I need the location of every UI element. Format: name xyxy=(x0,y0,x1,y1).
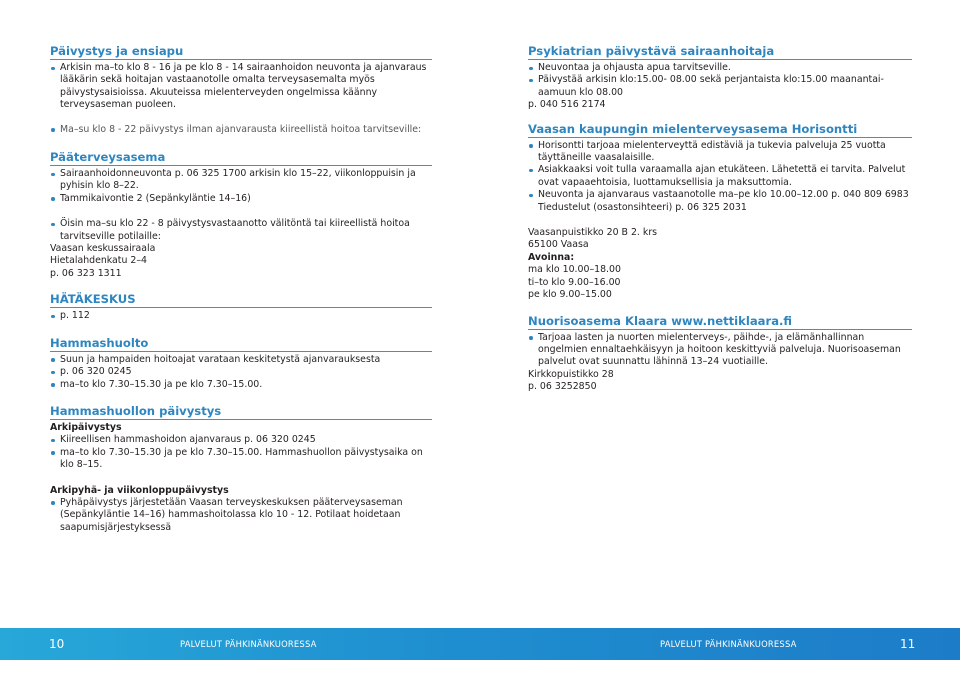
list-item: Sairaanhoidonneuvonta p. 06 325 1700 arkisin klo 15–22, viikonloppuisin ja pyhisin klo 8–22. xyxy=(50,168,432,193)
list-paaterveysasema-2 xyxy=(50,218,432,243)
list-paivystys-2 xyxy=(50,124,432,136)
list-item: Tammikaivontie 2 (Sepänkyläntie 14–16) xyxy=(50,193,432,205)
list-paivystys xyxy=(50,62,432,112)
avoinna-label: Avoinna: xyxy=(528,251,575,263)
right-column xyxy=(528,44,912,394)
list-item: Öisin ma–su klo 22 - 8 päivystysvastaanotto välitöntä tai kiireellistä hoitoa tarvitseville potilaille: xyxy=(50,218,432,243)
list-item: ma–to klo 7.30–15.30 ja pe klo 7.30–15.00. Hammashuollon päivystysaika on klo 8–15. xyxy=(50,447,432,472)
section-hammashuollon-paivystys xyxy=(50,404,432,534)
list-item: Päivystää arkisin klo:15.00- 08.00 sekä perjantaista klo:15.00 maanantai- aamuun klo 08.00 xyxy=(528,74,912,99)
footer-bar xyxy=(0,628,960,660)
section-horisontti xyxy=(528,122,912,302)
list-item: Tarjoaa lasten ja nuorten mielenterveys-, päihde-, ja elämänhallinnan ongelmien ennaltaehkäisyyn ja hoitoon keskittyviä palveluja. Nuorisoaseman palvelut ovat suunnattu lähinnä 13–24 vuotiaille. xyxy=(528,332,912,369)
list-item: Neuvontaa ja ohjausta apua tarvitseville. xyxy=(528,62,912,74)
heading-klaara: Nuorisoasema Klaara www.nettiklaara.fi xyxy=(528,314,912,330)
hours-line: pe klo 9.00–15.00 xyxy=(528,289,612,301)
list-item: Arkisin ma–to klo 8 - 16 ja pe klo 8 - 14 sairaanhoidon neuvonta ja ajanvaraus lääkärin sekä hoitajan vastaanotolle omalta terveysasemalta myös päivystysaisioissa. Akuuteissa mielenterveyden ongelmissa käänny terveysaseman puoleen. xyxy=(50,62,432,112)
section-paaterveysasema xyxy=(50,150,432,280)
heading-paivystys: Päivystys ja ensiapu xyxy=(50,44,432,60)
subheading-arkipaivystys: Arkipäivystys xyxy=(50,421,122,433)
section-hatakeskus xyxy=(50,292,432,322)
address-line: Kirkkopuistikko 28 xyxy=(528,368,614,380)
address-line: Hietalahdenkatu 2–4 xyxy=(50,255,148,267)
phone-line: p. 06 3252850 xyxy=(528,381,597,393)
list-item: Pyhäpäivystys järjestetään Vaasan terveyskeskuksen pääterveysaseman (Sepänkyläntie 14–16) hammashoitolassa klo 10 - 12. Potilaat hoidetaan saapumisjärjestyksessä xyxy=(50,497,432,534)
list-item: Neuvonta ja ajanvaraus vastaanotolle ma–pe klo 10.00–12.00 p. 040 809 6983 Tiedustelut (osastonsihteeri) p. 06 325 2031 xyxy=(528,189,912,214)
heading-hammashuolto: Hammashuolto xyxy=(50,336,432,352)
page-number-left: 10 xyxy=(49,637,65,651)
section-klaara xyxy=(528,314,912,394)
hours-line: ti–to klo 9.00–16.00 xyxy=(528,276,621,288)
hours-line: ma klo 10.00–18.00 xyxy=(528,264,621,276)
phone-line: p. 040 516 2174 xyxy=(528,99,606,111)
footer-title-left: PALVELUT PÄHKINÄNKUORESSA xyxy=(180,639,317,649)
list-horisontti xyxy=(528,140,912,214)
list-item: Suun ja hampaiden hoitoajat varataan keskitetystä ajanvarauksesta xyxy=(50,354,432,366)
section-paivystys xyxy=(50,44,432,136)
list-item: ma–to klo 7.30–15.30 ja pe klo 7.30–15.00. xyxy=(50,379,432,391)
address-line: 65100 Vaasa xyxy=(528,239,589,251)
heading-hammashuollon-paivystys: Hammashuollon päivystys xyxy=(50,404,432,420)
list-psykiatrian xyxy=(528,62,912,99)
list-hatakeskus xyxy=(50,310,432,322)
section-hammashuolto xyxy=(50,336,432,391)
list-item: Kiireellisen hammashoidon ajanvaraus p. 06 320 0245 xyxy=(50,434,432,446)
heading-psykiatrian: Psykiatrian päivystävä sairaanhoitaja xyxy=(528,44,912,60)
left-column xyxy=(50,44,432,534)
footer-title-right: PALVELUT PÄHKINÄNKUORESSA xyxy=(660,639,797,649)
list-viikonloppupaivystys xyxy=(50,497,432,534)
list-item: Asiakkaaksi voit tulla varaamalla ajan etukäteen. Lähetettä ei tarvita. Palvelut ovat vapaaehtoisia, luottamuksellisia ja maksuttomia. xyxy=(528,164,912,189)
address-line: Vaasanpuistikko 20 B 2. krs xyxy=(528,227,658,239)
list-item: Ma–su klo 8 - 22 päivystys ilman ajanvarausta kiireellistä hoitoa tarvitseville: xyxy=(50,124,432,136)
list-arkipaivystys xyxy=(50,434,432,471)
list-paaterveysasema xyxy=(50,168,432,205)
section-psykiatrian xyxy=(528,44,912,112)
page-number-right: 11 xyxy=(900,637,916,651)
address-line: Vaasan keskussairaala xyxy=(50,243,156,255)
list-item: p. 06 320 0245 xyxy=(50,366,432,378)
list-klaara xyxy=(528,332,912,369)
subheading-viikonloppupaivystys: Arkipyhä- ja viikonloppupäivystys xyxy=(50,484,229,496)
list-item: p. 112 xyxy=(50,310,432,322)
heading-hatakeskus: HÄTÄKESKUS xyxy=(50,292,432,308)
heading-paaterveysasema: Pääterveysasema xyxy=(50,150,432,166)
heading-horisontti: Vaasan kaupungin mielenterveysasema Horisontti xyxy=(528,122,912,138)
list-hammashuolto xyxy=(50,354,432,391)
list-item: Horisontti tarjoaa mielenterveyttä edistäviä ja tukevia palveluja 25 vuotta täyttäneille vaasalaisille. xyxy=(528,140,912,165)
phone-line: p. 06 323 1311 xyxy=(50,267,122,279)
